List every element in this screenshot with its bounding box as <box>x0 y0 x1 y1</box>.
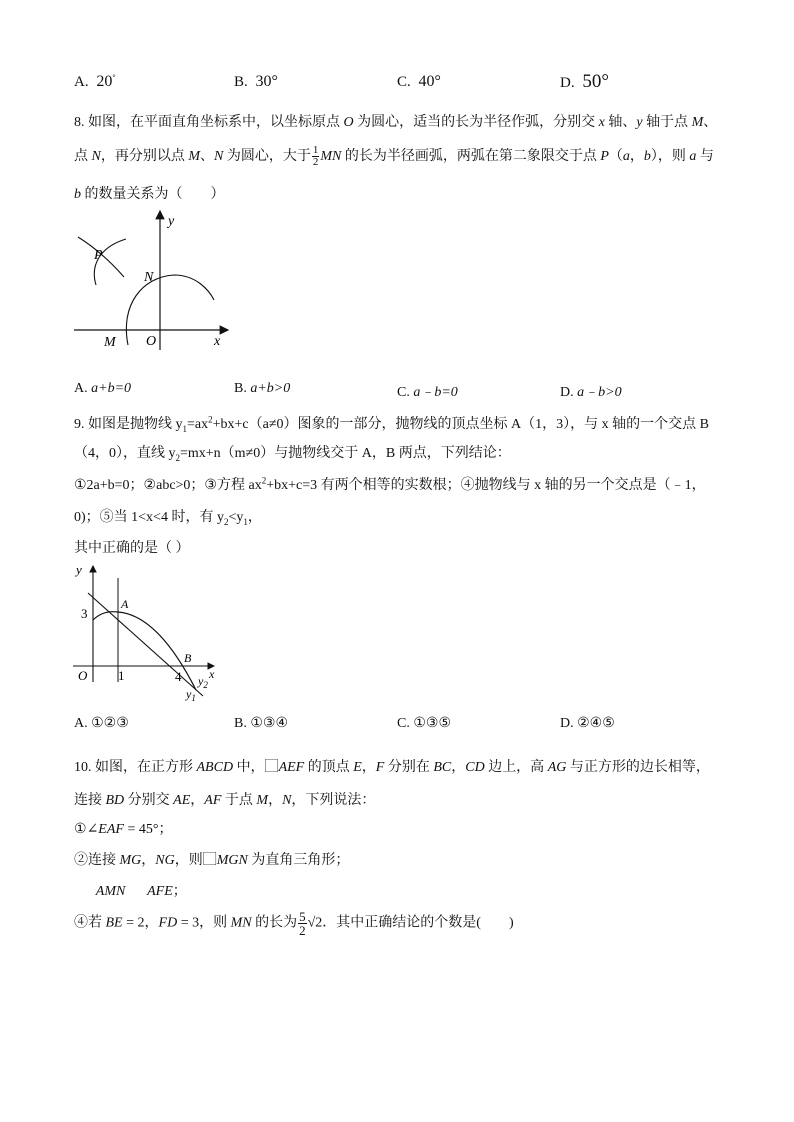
text: 与正方形的边长相等， <box>566 760 710 775</box>
q8-option-b <box>234 381 290 397</box>
label-x: x <box>214 334 221 349</box>
q7-option-d <box>560 71 609 93</box>
q9-option-d <box>560 715 615 732</box>
text: （ <box>608 149 623 164</box>
text: ），则 <box>650 149 690 164</box>
segment-ag: AG <box>547 760 567 775</box>
label-y: y <box>76 562 82 577</box>
text: （4，0），直线 y <box>74 446 176 461</box>
text: 10. 如图，在正方形 <box>74 760 197 775</box>
text: 轴于点 <box>642 115 692 130</box>
text: 与 <box>696 149 714 164</box>
text: 、 <box>200 149 215 164</box>
option-expr: a+b>0 <box>250 381 291 396</box>
text: 的顶点 <box>304 760 354 775</box>
text: ， <box>247 510 262 525</box>
subscript: 2 <box>223 516 229 527</box>
text: =ax <box>187 417 209 432</box>
point-p: P <box>600 149 609 164</box>
segment-ng: NG <box>155 853 175 868</box>
q8-line-3 <box>74 183 225 203</box>
var-afe: AFE <box>147 884 173 899</box>
point-f: F <box>375 760 385 775</box>
text: ， <box>361 760 376 775</box>
label-o: O <box>146 334 157 349</box>
point-m: M <box>256 793 269 808</box>
label-y2: $y_2$ <box>198 674 208 690</box>
label-m: M <box>104 335 116 350</box>
text: 的长为 <box>251 915 298 931</box>
text: 为圆心，大于 <box>223 149 311 164</box>
q9-option-b <box>234 715 288 732</box>
option-letter: A. <box>74 716 88 731</box>
point-o: O <box>343 115 354 130</box>
q9-option-a <box>74 715 129 732</box>
segment-fd: FD <box>158 915 178 931</box>
option-letter: C. <box>397 716 410 731</box>
fraction-numerator: 5 <box>299 909 306 924</box>
q7-option-letter: B. <box>234 74 248 90</box>
q8-option-a <box>74 381 131 397</box>
segment-bc: BC <box>433 760 452 775</box>
label-one: 1 <box>118 668 125 683</box>
text: ①2a+b=0；②abc>0；③方程 ax <box>74 478 262 493</box>
text: 边上，高 <box>484 760 548 775</box>
q8-line-1 <box>74 111 717 131</box>
option-letter: A. <box>74 381 88 396</box>
label-o: O <box>78 668 88 683</box>
q9-line-5 <box>74 537 190 557</box>
fraction-denominator: 2 <box>312 156 319 169</box>
option-letter: C. <box>397 385 410 400</box>
text: = 45°； <box>123 822 173 837</box>
q7-option-value: 50° <box>582 71 609 92</box>
label-p: P <box>94 248 103 263</box>
q10-line-1 <box>74 756 710 776</box>
option-expr: a﹣b>0 <box>577 385 622 400</box>
line-y2 <box>88 593 203 696</box>
point-m: M <box>691 115 704 130</box>
subscript: 1 <box>243 516 248 527</box>
q10-line-2 <box>74 789 375 809</box>
segment-af: AF <box>204 793 222 808</box>
text: ②连接 <box>74 853 120 868</box>
q7-option-letter: D. <box>560 75 575 91</box>
option-letter: D. <box>560 716 574 731</box>
label-y: y <box>168 214 175 229</box>
text: 分别交 <box>124 793 174 808</box>
text: ， <box>141 853 156 868</box>
text: ， <box>268 793 283 808</box>
text: <y <box>228 510 244 525</box>
label-four: 4 <box>175 669 182 684</box>
label-a: A <box>121 597 129 611</box>
q7-option-a <box>74 73 116 91</box>
segment-ae: AE <box>173 793 191 808</box>
text: 连接 <box>74 793 106 808</box>
var-amn: AMN <box>95 884 126 899</box>
option-letter: B. <box>234 716 247 731</box>
q10-item-3 <box>74 880 187 900</box>
text: ．其中正确结论的个数是( ) <box>322 915 514 931</box>
q9-line-1 <box>74 413 709 433</box>
option-expr: ②④⑤ <box>577 716 615 731</box>
var-a: a <box>689 149 697 164</box>
text: = 2， <box>122 915 159 931</box>
text: 、 <box>703 115 718 130</box>
text: 8. 如图，在平面直角坐标系中，以坐标原点 <box>74 115 344 130</box>
text: ， <box>451 760 466 775</box>
text: +bx+c=3 有两个相等的实数根；④抛物线与 x 轴的另一个交点是（﹣1， <box>266 478 706 493</box>
label-three: 3 <box>81 606 88 621</box>
option-expr: ①③④ <box>250 716 288 731</box>
option-expr: a+b=0 <box>91 381 132 396</box>
text: ； <box>172 884 187 899</box>
q7-option-value: 30° <box>255 73 278 90</box>
segment-mn: MN <box>230 915 252 931</box>
q8-option-c <box>397 381 458 401</box>
text: 为圆心，适当的长为半径作弧，分别交 <box>353 115 599 130</box>
var-a: a <box>622 149 630 164</box>
text: ， <box>190 793 205 808</box>
option-letter: B. <box>234 381 247 396</box>
label-x: x <box>209 667 215 681</box>
text: 的数量关系为（ ） <box>81 187 225 202</box>
q7-option-c <box>397 73 441 91</box>
sqrt-two: √2 <box>307 915 323 931</box>
q7-option-letter: C. <box>397 74 411 90</box>
text: 中， <box>233 760 279 775</box>
fraction-numerator: 1 <box>312 144 319 157</box>
q8-line-2 <box>74 145 714 168</box>
point-n: N <box>91 149 101 164</box>
text: 为直角三角形； <box>247 853 350 868</box>
q7-option-letter: A. <box>74 74 89 90</box>
text: 9. 如图是抛物线 y <box>74 417 183 432</box>
text: ① <box>74 822 87 837</box>
text: = 3，则 <box>177 915 231 931</box>
q7-option-degree: ° <box>112 73 116 82</box>
text: 分别在 <box>384 760 434 775</box>
q7-option-value: 20 <box>96 73 113 90</box>
var-aef: AEF <box>278 760 305 775</box>
q7-option-b <box>234 73 278 91</box>
var-eaf: EAF <box>98 822 124 837</box>
q8-option-d <box>560 381 622 401</box>
segment-mn: MN <box>320 149 342 164</box>
text: ，则 <box>174 853 217 868</box>
q10-item-2 <box>74 849 349 869</box>
label-n: N <box>144 270 154 285</box>
q10-item-4 <box>74 910 514 937</box>
text: ③ <box>74 884 96 899</box>
q7-option-value: 40° <box>418 73 441 90</box>
text: 0)；⑤当 1<x<4 时，有 y <box>74 510 224 525</box>
subscript: 2 <box>175 452 180 463</box>
superscript: 2 <box>208 414 213 425</box>
label-y1: $y_1$ <box>186 687 196 703</box>
q8-figure <box>66 205 241 355</box>
q9-option-c <box>397 715 451 732</box>
point-m: M <box>188 149 201 164</box>
text: 轴、 <box>604 115 637 130</box>
option-expr: a﹣b=0 <box>413 385 458 400</box>
var-y: y <box>636 115 643 130</box>
text: ， <box>629 149 644 164</box>
q9-line-3 <box>74 474 706 494</box>
label-b: B <box>184 651 192 665</box>
fraction-half <box>312 145 320 168</box>
var-mgn: MGN <box>216 853 248 868</box>
text: +bx+c（a≠0）图象的一部分，抛物线的顶点坐标 A（1，3），与 x 轴的一个交点 B <box>212 417 709 432</box>
fraction-five-halves <box>298 910 307 937</box>
text: =mx+n（m≠0）与抛物线交于 A，B 两点，下列结论： <box>180 446 511 461</box>
var-x: x <box>598 115 605 130</box>
text: 点 <box>74 149 92 164</box>
q10-item-1 <box>74 818 172 838</box>
similar-symbol: ∽ <box>125 884 148 899</box>
segment-bd: BD <box>105 793 125 808</box>
q9-line-4 <box>74 506 262 526</box>
var-b: b <box>74 187 81 202</box>
text: ④若 <box>74 915 106 931</box>
point-e: E <box>353 760 362 775</box>
text: ，下列说法： <box>291 793 376 808</box>
arc-from-origin <box>126 275 214 345</box>
text: ，再分别以点 <box>100 149 189 164</box>
q9-figure <box>68 560 228 708</box>
text: 于点 <box>221 793 257 808</box>
var-b: b <box>643 149 651 164</box>
segment-cd: CD <box>465 760 485 775</box>
angle-symbol: ∠ <box>86 822 99 837</box>
text: 其中正确的是（ ） <box>74 541 190 556</box>
segment-be: BE <box>105 915 123 931</box>
option-expr: ①③⑤ <box>413 716 451 731</box>
var-abcd: ABCD <box>196 760 234 775</box>
option-letter: D. <box>560 385 574 400</box>
q9-line-2 <box>74 442 511 462</box>
text: 的长为半径画弧，两弧在第二象限交于点 <box>341 149 601 164</box>
fraction-denominator: 2 <box>299 923 306 938</box>
segment-mg: MG <box>119 853 142 868</box>
point-n: N <box>214 149 224 164</box>
subscript: 1 <box>182 423 187 434</box>
point-n: N <box>282 793 292 808</box>
superscript: 2 <box>261 475 267 486</box>
option-expr: ①②③ <box>91 716 129 731</box>
